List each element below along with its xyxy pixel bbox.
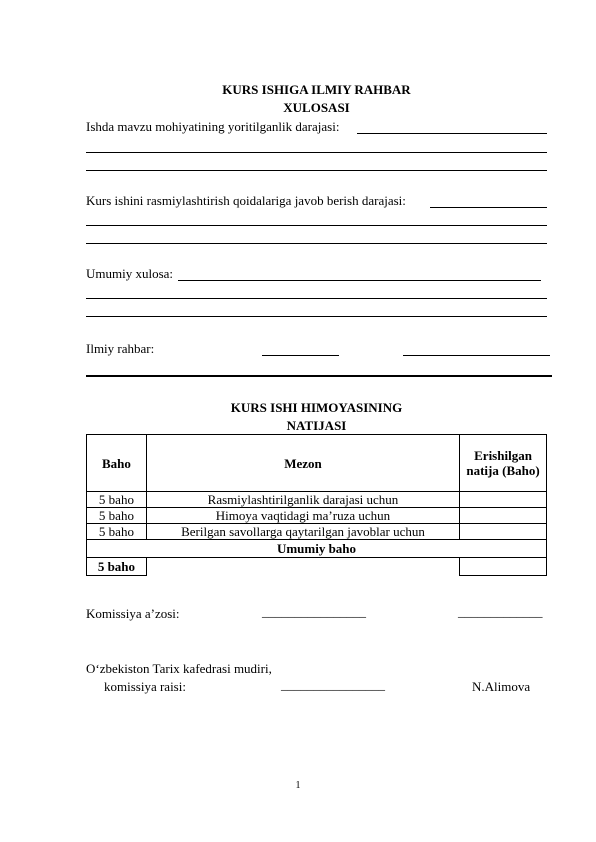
commission-member-name-blank[interactable]: _____________ <box>458 604 543 619</box>
department-head-label: O‘zbekiston Tarix kafedrasi mudiri, <box>86 661 272 676</box>
row-natija[interactable] <box>460 524 547 540</box>
commission-chair-label: komissiya raisi: <box>104 679 186 694</box>
formatting-compliance-blank[interactable] <box>430 207 547 208</box>
header-natija: Erishilgan natija (Baho) <box>460 435 547 492</box>
table-row <box>87 492 547 508</box>
row-baho: 5 baho <box>87 508 147 524</box>
total-value: 5 baho <box>87 558 147 576</box>
commission-chair-name: N.Alimova <box>472 679 531 694</box>
general-conclusion-line-3[interactable] <box>86 316 547 317</box>
total-spacer <box>146 558 459 576</box>
supervisor-name-blank[interactable] <box>403 355 550 356</box>
row-baho: 5 baho <box>87 492 147 508</box>
row-mezon: Berilgan savollarga qaytarilgan javoblar uchun <box>146 524 459 540</box>
commission-member-signature-blank[interactable]: ________________ <box>262 604 366 619</box>
results-table <box>86 434 547 576</box>
commission-member-label: Komissiya a’zosi: <box>86 606 180 621</box>
total-label-row <box>87 540 547 558</box>
table-header-row <box>87 435 547 492</box>
coverage-level-line-2[interactable] <box>86 152 547 153</box>
table-row <box>87 524 547 540</box>
header-mezon: Mezon <box>146 435 459 492</box>
row-baho: 5 baho <box>87 524 147 540</box>
coverage-level-blank[interactable] <box>357 133 547 134</box>
general-conclusion-label: Umumiy xulosa: <box>86 266 174 281</box>
formatting-compliance-label: Kurs ishini rasmiylashtirish qoidalariga javob berish darajasi: <box>86 193 406 208</box>
section-divider <box>86 375 552 377</box>
total-value-row <box>87 558 547 576</box>
coverage-level-line-3[interactable] <box>86 170 547 171</box>
row-mezon: Himoya vaqtidagi ma’ruza uchun <box>146 508 459 524</box>
header-baho: Baho <box>87 435 147 492</box>
supervisor-conclusion-title-line2: XULOSASI <box>283 100 350 115</box>
row-natija[interactable] <box>460 508 547 524</box>
supervisor-signature-blank[interactable] <box>262 355 339 356</box>
row-natija[interactable] <box>460 492 547 508</box>
coverage-level-label: Ishda mavzu mohiyatining yoritilganlik darajasi: <box>86 119 340 134</box>
row-mezon: Rasmiylashtirilganlik darajasi uchun <box>146 492 459 508</box>
formatting-compliance-line-2[interactable] <box>86 225 547 226</box>
general-conclusion-line-2[interactable] <box>86 298 547 299</box>
defense-results-title-line1: KURS ISHI HIMOYASINING <box>230 400 403 415</box>
supervisor-conclusion-title-line1: KURS ISHIGA ILMIY RAHBAR <box>222 82 411 97</box>
general-conclusion-blank[interactable] <box>178 280 541 281</box>
table-row <box>87 508 547 524</box>
page-number: 1 <box>295 780 301 791</box>
supervisor-label: Ilmiy rahbar: <box>86 341 155 356</box>
commission-chair-signature-blank[interactable]: ________________ <box>281 677 385 692</box>
total-label: Umumiy baho <box>87 540 547 558</box>
defense-results-title-line2: NATIJASI <box>286 418 347 433</box>
formatting-compliance-line-3[interactable] <box>86 243 547 244</box>
total-natija[interactable] <box>460 558 547 576</box>
